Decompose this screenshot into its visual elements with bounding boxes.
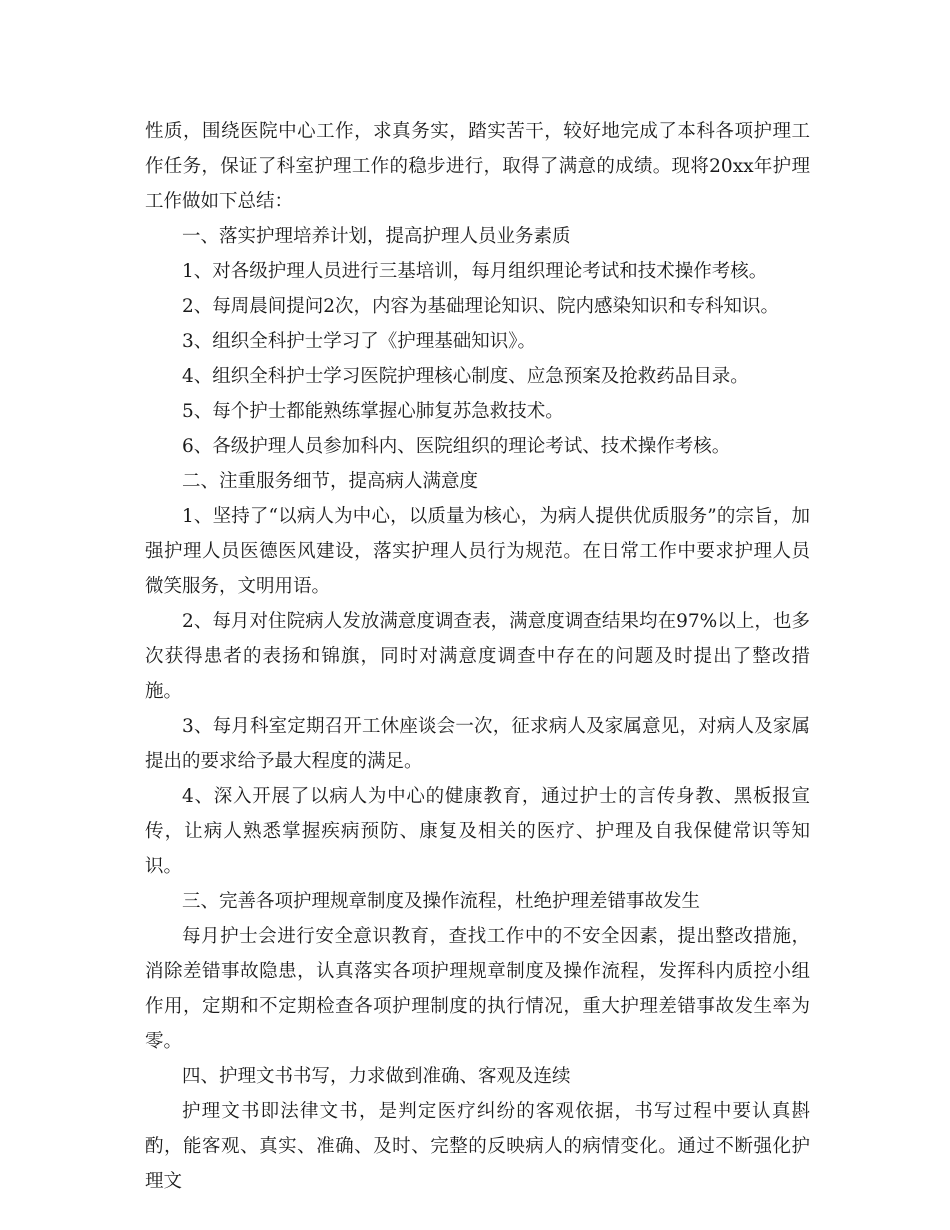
paragraph: 四、护理文书书写，力求做到准确、客观及连续 <box>182 1066 571 1087</box>
paragraph: 4、组织全科护士学习医院护理核心制度、应急预案及抢救药品目录。 <box>182 366 749 387</box>
paragraph: 4、深入开展了以病人为中心的健康教育，通过护士的言传身教、黑板报宣传，让病人熟悉掌握疾病预防、康复及相关的医疗、护理及自我保健常识等知识。 <box>145 786 810 877</box>
paragraph: 1、坚持了“以病人为中心，以质量为核心，为病人提供优质服务”的宗旨，加强护理人员医德医风建设，落实护理人员行为规范。在日常工作中要求护理人员微笑服务，文明用语。 <box>145 506 810 597</box>
paragraph: 二、注重服务细节，提高病人满意度 <box>182 471 479 492</box>
paragraph: 2、每月对住院病人发放满意度调查表，满意度调查结果均在97%以上，也多次获得患者的表扬和锦旗，同时对满意度调查中存在的问题及时提出了整改措施。 <box>145 611 810 702</box>
document-body <box>145 114 810 1199</box>
paragraph: 性质，围绕医院中心工作，求真务实，踏实苦干，较好地完成了本科各项护理工作任务，保证了科室护理工作的稳步进行，取得了满意的成绩。现将20xx年护理工作做如下总结： <box>145 121 810 212</box>
paragraph: 3、组织全科护士学习了《护理基础知识》。 <box>182 331 537 352</box>
paragraph: 3、每月科室定期召开工休座谈会一次，征求病人及家属意见，对病人及家属提出的要求给予最大程度的满足。 <box>145 716 810 772</box>
paragraph: 1、对各级护理人员进行三基培训，每月组织理论考试和技术操作考核。 <box>182 261 768 282</box>
paragraph: 6、各级护理人员参加科内、医院组织的理论考试、技术操作考核。 <box>182 436 731 457</box>
paragraph: 每月护士会进行安全意识教育，查找工作中的不安全因素，提出整改措施，消除差错事故隐患，认真落实各项护理规章制度及操作流程，发挥科内质控小组作用，定期和不定期检查各项护理制度的执行情况，重大护理差错事故发生率为零。 <box>145 926 810 1052</box>
paragraph: 2、每周晨间提问2次，内容为基础理论知识、院内感染知识和专科知识。 <box>182 296 780 317</box>
paragraph: 5、每个护士都能熟练掌握心肺复苏急救技术。 <box>182 401 564 422</box>
paragraph: 三、完善各项护理规章制度及操作流程，杜绝护理差错事故发生 <box>182 891 701 912</box>
paragraph: 一、落实护理培养计划，提高护理人员业务素质 <box>182 226 571 247</box>
paragraph: 护理文书即法律文书，是判定医疗纠纷的客观依据，书写过程中要认真斟酌，能客观、真实、准确、及时、完整的反映病人的病情变化。通过不断强化护理文 <box>145 1101 810 1192</box>
